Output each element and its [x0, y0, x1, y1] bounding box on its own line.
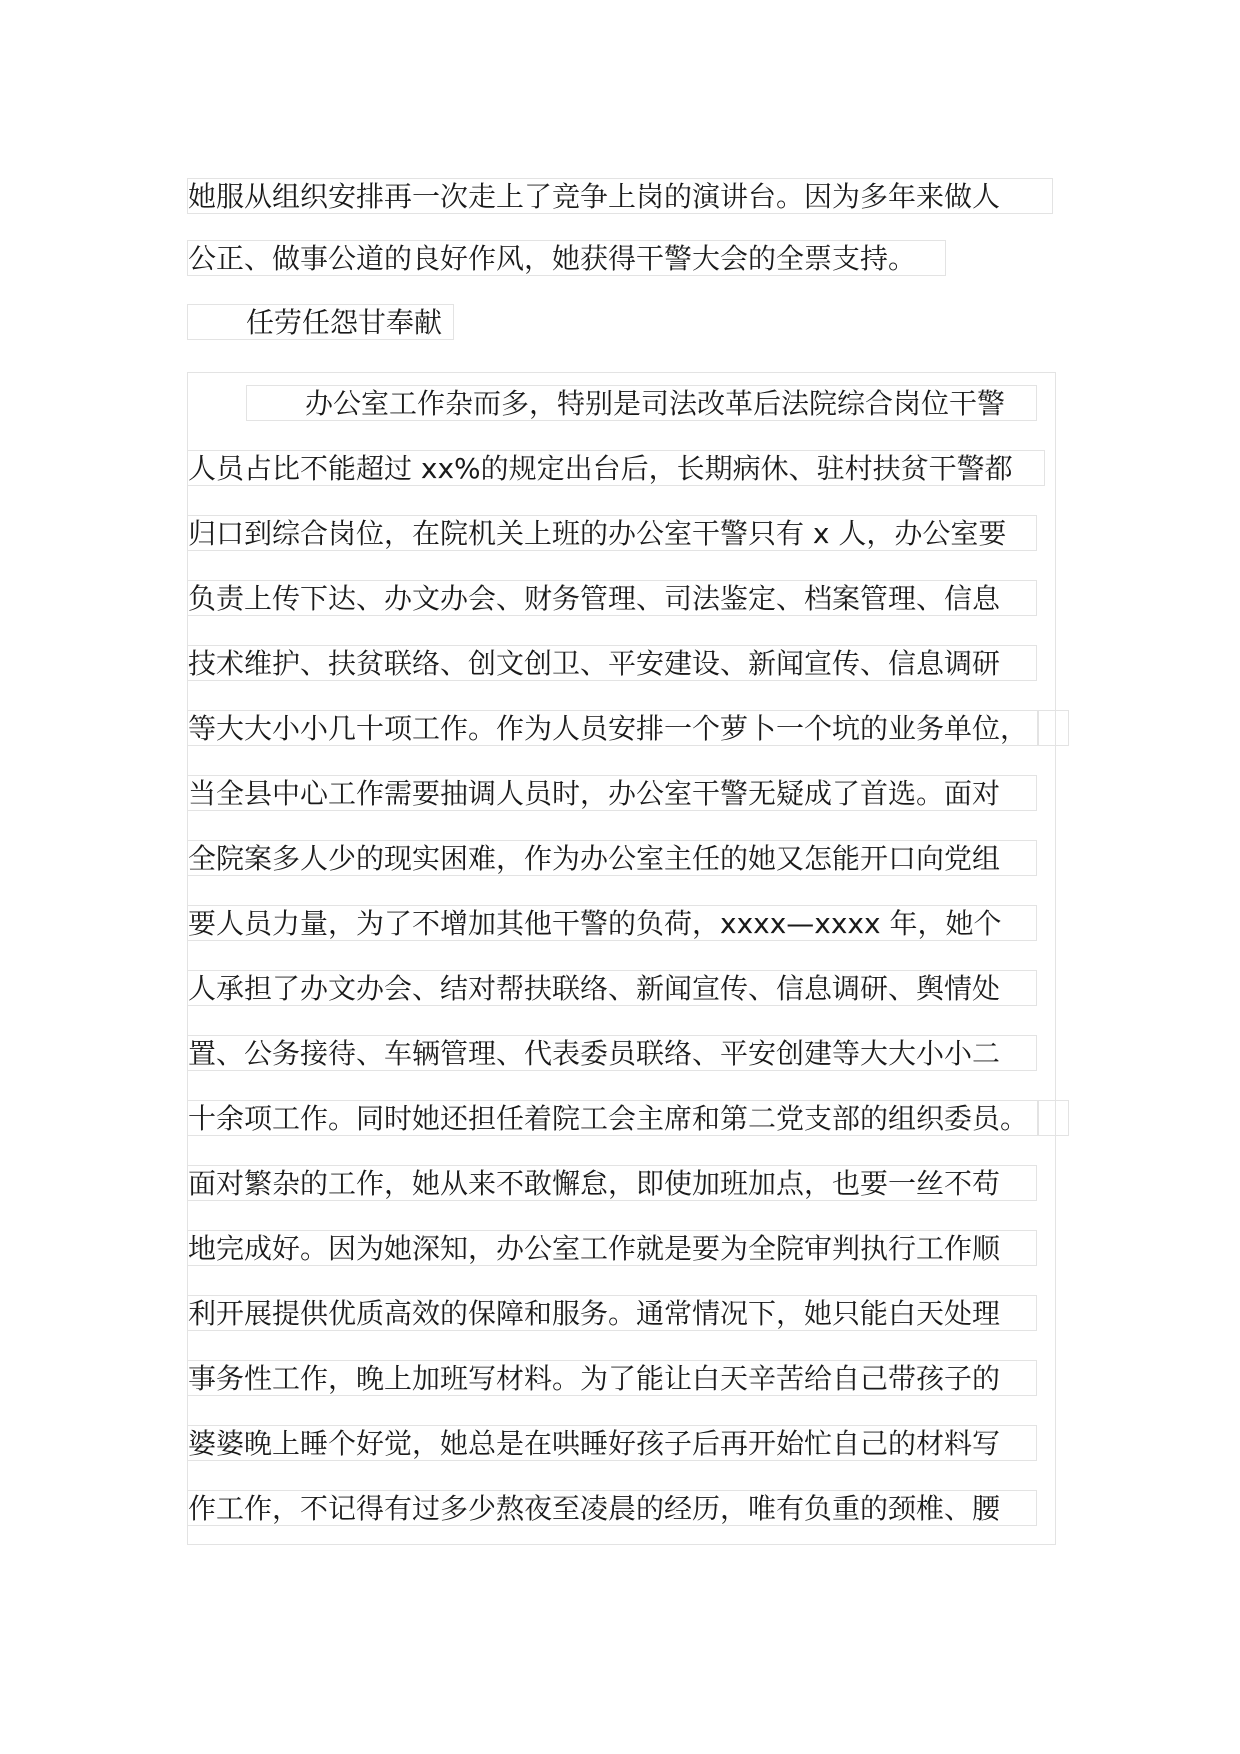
body-line-10: 人承担了办文办会、结对帮扶联络、新闻宣传、信息调研、舆情处	[187, 970, 1037, 1006]
body-line-16: 事务性工作，晚上加班写材料。为了能让白天辛苦给自己带孩子的	[187, 1360, 1037, 1396]
body-line-17: 婆婆晚上睡个好觉，她总是在哄睡好孩子后再开始忙自己的材料写	[187, 1425, 1037, 1461]
line-12-overflow-box	[1038, 1100, 1069, 1136]
line-6-overflow-box	[1038, 710, 1069, 746]
section-heading: 任劳任怨甘奉献	[187, 304, 454, 340]
body-line-2: 人员占比不能超过 xx%的规定出台后，长期病休、驻村扶贫干警都	[187, 450, 1045, 486]
intro-line-1: 她服从组织安排再一次走上了竞争上岗的演讲台。因为多年来做人	[187, 178, 1053, 214]
body-line-3: 归口到综合岗位，在院机关上班的办公室干警只有 x 人，办公室要	[187, 515, 1037, 551]
body-line-18: 作工作，不记得有过多少熬夜至凌晨的经历，唯有负重的颈椎、腰	[187, 1490, 1037, 1526]
body-line-1: 办公室工作杂而多，特别是司法改革后法院综合岗位干警	[246, 385, 1037, 421]
body-line-7: 当全县中心工作需要抽调人员时，办公室干警无疑成了首选。面对	[187, 775, 1037, 811]
body-line-13: 面对繁杂的工作，她从来不敢懈怠，即使加班加点，也要一丝不苟	[187, 1165, 1037, 1201]
body-line-9: 要人员力量，为了不增加其他干警的负荷，xxxx—xxxx 年，她个	[187, 905, 1037, 941]
body-line-14: 地完成好。因为她深知，办公室工作就是要为全院审判执行工作顺	[187, 1230, 1037, 1266]
body-line-5: 技术维护、扶贫联络、创文创卫、平安建设、新闻宣传、信息调研	[187, 645, 1037, 681]
body-line-8: 全院案多人少的现实困难，作为办公室主任的她又怎能开口向党组	[187, 840, 1037, 876]
body-line-15: 利开展提供优质高效的保障和服务。通常情况下，她只能白天处理	[187, 1295, 1037, 1331]
body-line-4: 负责上传下达、办文办会、财务管理、司法鉴定、档案管理、信息	[187, 580, 1037, 616]
body-line-6: 等大大小小几十项工作。作为人员安排一个萝卜一个坑的业务单位，	[187, 710, 1038, 746]
body-line-12: 十余项工作。同时她还担任着院工会主席和第二党支部的组织委员。	[187, 1100, 1038, 1136]
body-line-11: 置、公务接待、车辆管理、代表委员联络、平安创建等大大小小二	[187, 1035, 1037, 1071]
intro-line-2: 公正、做事公道的良好作风，她获得干警大会的全票支持。	[187, 240, 946, 276]
